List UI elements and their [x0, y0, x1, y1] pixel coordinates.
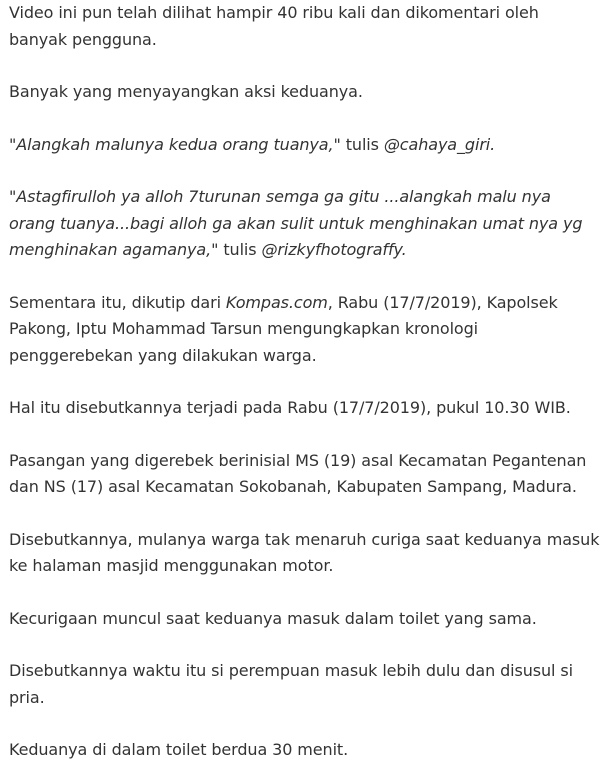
article-body	[9, 0, 601, 764]
paragraph-video-views: Video ini pun telah dilihat hampir 40 ribu kali dan dikomentari oleh banyak pengguna.	[9, 3, 539, 49]
paragraph-suspicion: Kecurigaan muncul saat keduanya masuk dalam toilet yang sama.	[9, 608, 537, 628]
paragraph-reaction: Banyak yang menyayangkan aksi keduanya.	[9, 82, 363, 101]
comment-handle: @rizkyfhotograffy.	[261, 240, 407, 259]
text-segment: Sementara itu, dikutip dari	[9, 292, 226, 312]
comment-handle: @cahaya_giri.	[383, 134, 496, 154]
paragraph-entry: Disebutkannya waktu itu si perempuan masuk lebih dulu dan disusul si pria.	[9, 661, 573, 707]
paragraph-motor: Disebutkannya, mulanya warga tak menaruh curiga saat keduanya masuk ke halaman masjid menggunakan motor.	[9, 529, 600, 575]
source-name: Kompas.com	[225, 292, 328, 312]
comment-quote: "Alangkah malunya kedua orang tuanya,"	[9, 134, 341, 154]
paragraph-couple: Pasangan yang digerebek berinisial MS (19) asal Kecamatan Pegantenan dan NS (17) asal Kecamatan Sokobanah, Kabupaten Sampang, Madura.	[9, 450, 587, 496]
paragraph-comment-2	[9, 184, 601, 264]
paragraph-comment-1	[9, 132, 601, 159]
comment-quote: "Astagfirulloh ya alloh 7turunan semga ga gitu ...alangkah malu nya orang tuanya...bagi alloh ga akan sulit untuk menghinakan umat nya yg menghinakan agamanya,"	[9, 187, 583, 259]
text-segment: , Rabu (17/7/2019), Kapolsek Pakong, Iptu Mohammad Tarsun mengungkapkan kronologi penggerebekan yang dilakukan warga.	[9, 292, 558, 365]
comment-tulis: tulis	[218, 240, 262, 259]
comment-tulis: tulis	[340, 134, 384, 154]
paragraph-duration: Keduanya di dalam toilet berdua 30 menit.	[9, 740, 349, 759]
paragraph-time: Hal itu disebutkannya terjadi pada Rabu (17/7/2019), pukul 10.30 WIB.	[9, 398, 571, 417]
paragraph-kapolsek	[9, 290, 601, 370]
